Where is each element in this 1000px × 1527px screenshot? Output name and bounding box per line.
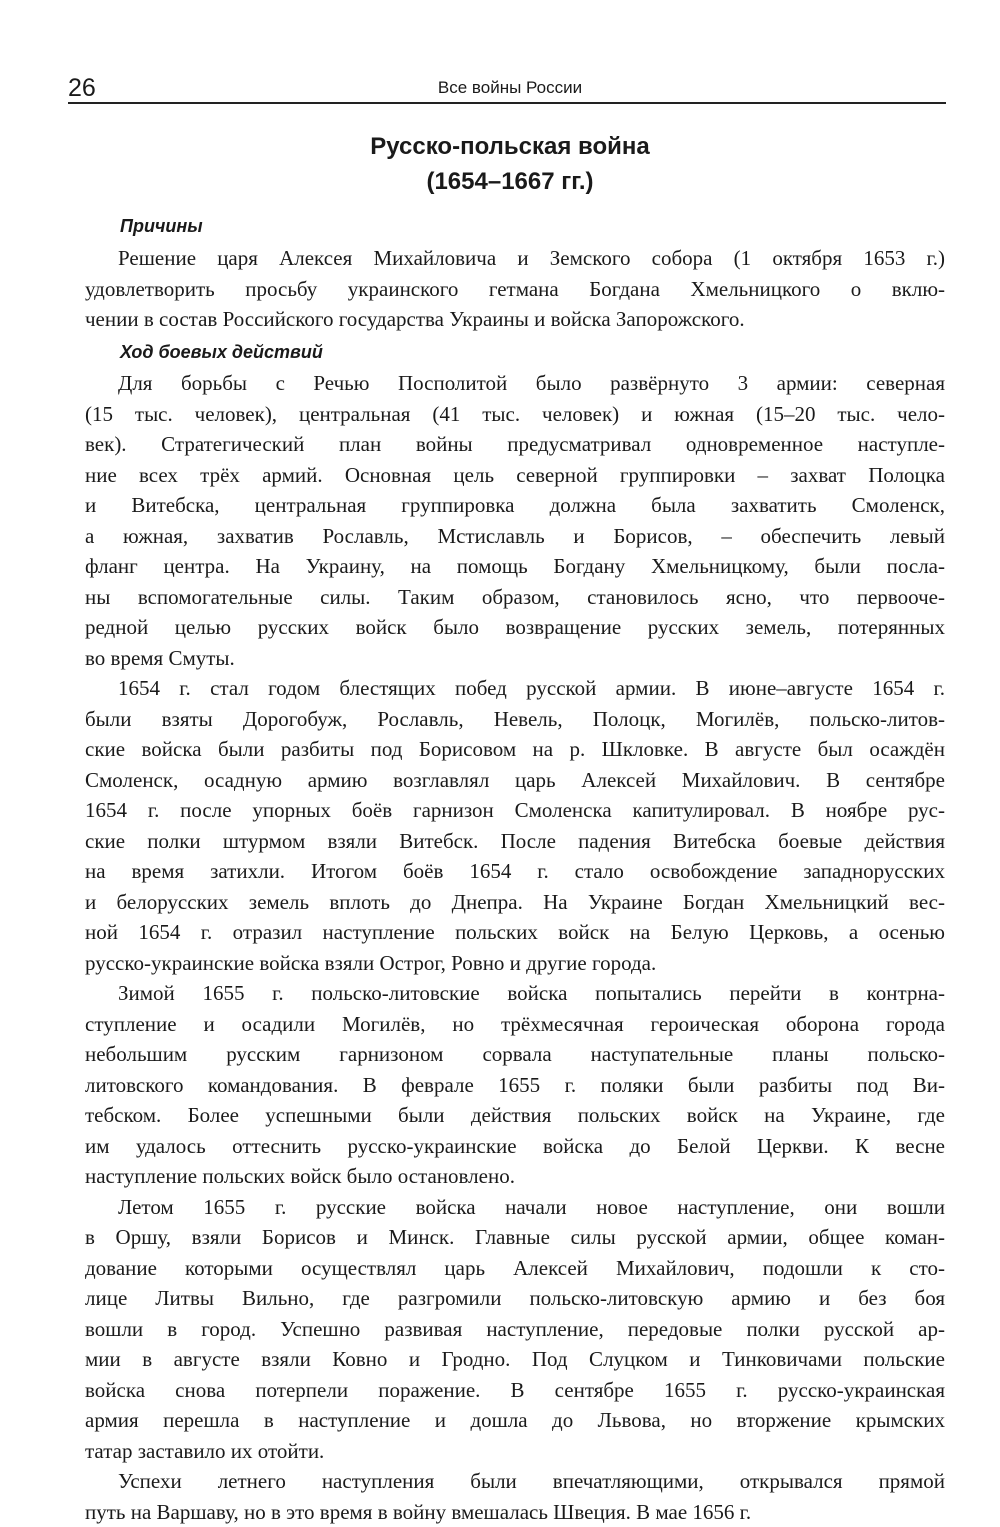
chapter-dates: (1654–1667 гг.) bbox=[0, 168, 1000, 196]
text-line: и белорусских земель вплоть до Днепра. На Украине Богдан Хмельницкий вес- bbox=[85, 887, 945, 918]
text-line: мии в августе взяли Ковно и Гродно. Под Слуцком и Тинковичами польские bbox=[85, 1344, 945, 1375]
text-line: ны вспомогательные силы. Таким образом, становилось ясно, что первооче- bbox=[85, 582, 945, 613]
text-line: Летом 1655 г. русские войска начали новое наступление, они вошли bbox=[85, 1192, 945, 1223]
text-line: тебском. Более успешными были действия польских войск на Украине, где bbox=[85, 1100, 945, 1131]
text-line: войска снова потерпели поражение. В сентябре 1655 г. русско-украинская bbox=[85, 1375, 945, 1406]
text-line: ские войска были разбиты под Борисовом на р. Шкловке. В августе был осаждён bbox=[85, 734, 945, 765]
text-line: а южная, захватив Рославль, Мстиславль и Борисов, – обеспечить левый bbox=[85, 521, 945, 552]
text-line: вошли в город. Успешно развивая наступление, передовые полки русской ар- bbox=[85, 1314, 945, 1345]
paragraph bbox=[85, 1192, 945, 1467]
text-line: в Оршу, взяли Борисов и Минск. Главные силы русской армии, общее коман- bbox=[85, 1222, 945, 1253]
paragraph bbox=[85, 368, 945, 673]
section-hostilities-body bbox=[85, 368, 945, 1527]
text-line: ступление и осадили Могилёв, но трёхмесячная героическая оборона города bbox=[85, 1009, 945, 1040]
text-line: чении в состав Российского государства Украины и войска Запорожского. bbox=[85, 304, 945, 335]
paragraph bbox=[85, 243, 945, 335]
text-line: татар заставило их отойти. bbox=[85, 1436, 945, 1467]
page-number: 26 bbox=[68, 74, 96, 103]
section-heading-hostilities: Ход боевых действий bbox=[120, 342, 323, 363]
section-causes-body bbox=[85, 243, 945, 335]
text-line: 1654 г. после упорных боёв гарнизон Смоленска капитулировал. В ноябре рус- bbox=[85, 795, 945, 826]
paragraph bbox=[85, 1466, 945, 1527]
text-line: Смоленск, осадную армию возглавлял царь Алексей Михайлович. В сентябре bbox=[85, 765, 945, 796]
paragraph bbox=[85, 978, 945, 1192]
text-line: век). Стратегический план войны предусматривал одновременное наступле- bbox=[85, 429, 945, 460]
text-line: дование которыми осуществлял царь Алексей Михайлович, подошли к сто- bbox=[85, 1253, 945, 1284]
text-line: им удалось оттеснить русско-украинские войска до Белой Церкви. К весне bbox=[85, 1131, 945, 1162]
text-line: путь на Варшаву, но в это время в войну вмешалась Швеция. В мае 1656 г. bbox=[85, 1497, 945, 1527]
chapter-title: Русско-польская война bbox=[0, 133, 1000, 161]
text-line: Успехи летнего наступления были впечатляющими, открывался прямой bbox=[85, 1466, 945, 1497]
text-line: ские полки штурмом взяли Витебск. После падения Витебска боевые действия bbox=[85, 826, 945, 857]
text-line: русско-украинские войска взяли Острог, Ровно и другие города. bbox=[85, 948, 945, 979]
text-line: на время затихли. Итогом боёв 1654 г. стало освобождение западнорусских bbox=[85, 856, 945, 887]
text-line: небольшим русским гарнизоном сорвала наступательные планы польско- bbox=[85, 1039, 945, 1070]
section-heading-causes: Причины bbox=[120, 216, 203, 237]
text-line: Зимой 1655 г. польско-литовские войска попытались перейти в контрна- bbox=[85, 978, 945, 1009]
header-rule bbox=[68, 102, 946, 104]
text-line: армия перешла в наступление и дошла до Львова, но вторжение крымских bbox=[85, 1405, 945, 1436]
text-line: ние всех трёх армий. Основная цель северной группировки – захват Полоцка bbox=[85, 460, 945, 491]
text-line: Решение царя Алексея Михайловича и Земского собора (1 октября 1653 г.) bbox=[85, 243, 945, 274]
running-title: Все войны России bbox=[0, 78, 1000, 98]
text-line: наступление польских войск было остановлено. bbox=[85, 1161, 945, 1192]
paragraph bbox=[85, 673, 945, 978]
text-line: (15 тыс. человек), центральная (41 тыс. человек) и южная (15–20 тыс. чело- bbox=[85, 399, 945, 430]
text-line: редной целью русских войск было возвращение русских земель, потерянных bbox=[85, 612, 945, 643]
text-line: литовского командования. В феврале 1655 г. поляки были разбиты под Ви- bbox=[85, 1070, 945, 1101]
text-line: во время Смуты. bbox=[85, 643, 945, 674]
text-line: лице Литвы Вильно, где разгромили польско-литовскую армию и без боя bbox=[85, 1283, 945, 1314]
text-line: 1654 г. стал годом блестящих побед русской армии. В июне–августе 1654 г. bbox=[85, 673, 945, 704]
text-line: Для борьбы с Речью Посполитой было развёрнуто 3 армии: северная bbox=[85, 368, 945, 399]
text-line: и Витебска, центральная группировка должна была захватить Смоленск, bbox=[85, 490, 945, 521]
text-line: были взяты Дорогобуж, Рославль, Невель, Полоцк, Могилёв, польско-литов- bbox=[85, 704, 945, 735]
text-line: ной 1654 г. отразил наступление польских войск на Белую Церковь, а осенью bbox=[85, 917, 945, 948]
text-line: фланг центра. На Украину, на помощь Богдану Хмельницкому, были посла- bbox=[85, 551, 945, 582]
text-line: удовлетворить просьбу украинского гетмана Богдана Хмельницкого о вклю- bbox=[85, 274, 945, 305]
